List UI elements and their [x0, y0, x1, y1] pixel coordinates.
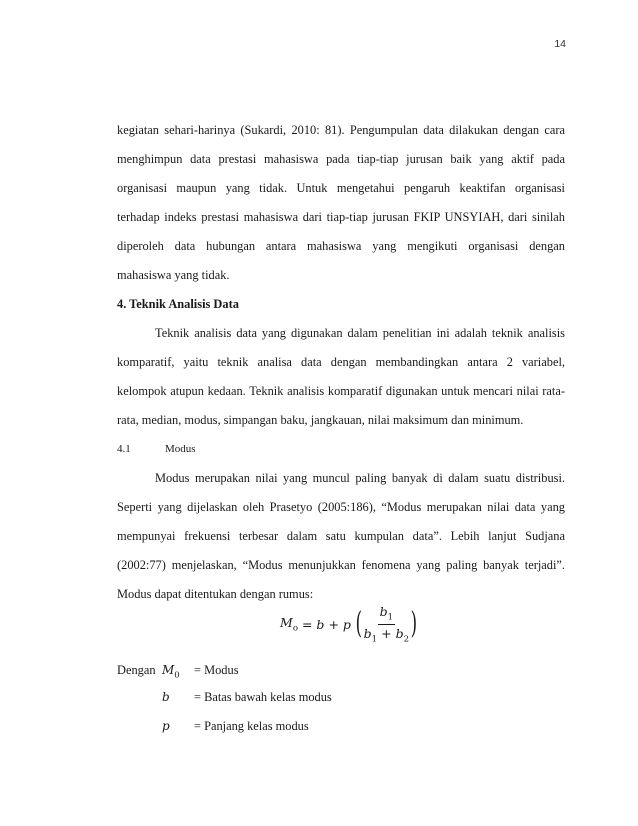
formula-open-paren: ( [355, 606, 363, 641]
section-heading: 4. Teknik Analisis Data [117, 297, 239, 311]
text-line: mahasiswa yang tidak. [117, 268, 230, 282]
text-line: kegiatan sehari-harinya (Sukardi, 2010: 81). Pengumpulan data dilakukan dengan cara [117, 123, 565, 137]
legend-lead: Dengan [117, 663, 156, 677]
formula-fraction [364, 604, 409, 644]
text-line: diperoleh data hubungan antara mahasiswa yang mengikuti organisasi dengan [117, 239, 565, 253]
subsection-heading [117, 435, 196, 464]
formula-close-paren: ) [410, 606, 418, 641]
formula-p: p [342, 616, 351, 632]
legend-symbol: b [162, 690, 170, 704]
legend-description: = Modus [194, 663, 239, 677]
legend-description: = Batas bawah kelas modus [194, 690, 332, 704]
fraction-numerator: $b_1$ [379, 604, 394, 623]
legend-description: = Panjang kelas modus [194, 719, 309, 733]
legend-symbol: $M_0$ [162, 663, 180, 681]
formula-b: b [316, 616, 325, 632]
text-line: kelompok atupun kedaan. Teknik analisis komparatif digunakan untuk mencari nilai rata- [117, 384, 565, 398]
text-line: Modus dapat ditentukan dengan rumus: [117, 587, 314, 601]
text-line: Teknik analisis data yang digunakan dalam penelitian ini adalah teknik analisis [155, 326, 565, 340]
text-line: mempunyai frekuensi terbesar dalam satu kumpulan data”. Lebih lanjut Sudjana [117, 529, 565, 543]
legend-row [117, 687, 367, 707]
formula-lhs: $M_o$ [280, 614, 298, 634]
subsection-title: Modus [165, 443, 196, 455]
page-number: 14 [554, 38, 566, 50]
text-line: menghimpun data prestasi mahasiswa pada tiap-tiap jurusan baik yang aktif pada [117, 152, 565, 166]
legend-row [117, 660, 317, 680]
text-line: organisasi maupun yang tidak. Untuk mengetahui pengaruh keaktifan organisasi [117, 181, 565, 195]
text-line: Modus merupakan nilai yang muncul paling banyak di dalam suatu distribusi. [155, 471, 565, 485]
text-line: (2002:77) menjelaskan, “Modus menunjukkan fenomena yang paling banyak terjadi”. [117, 558, 565, 572]
fraction-denominator: $b_1 + b_2$ [363, 625, 410, 644]
text-line: komparatif, yaitu teknik analisa data dengan membandingkan antara 2 variabel, [117, 355, 565, 369]
legend-row [117, 716, 367, 736]
legend-symbol: p [162, 719, 170, 733]
formula-equals: = [301, 616, 313, 632]
text-line: Seperti yang dijelaskan oleh Prasetyo (2005:186), “Modus merupakan nilai data yang [117, 500, 565, 514]
subsection-number: 4.1 [117, 443, 131, 455]
modus-formula [280, 604, 418, 644]
formula-plus: + [328, 616, 339, 632]
text-line: terhadap indeks prestasi mahasiswa dari tiap-tiap jurusan FKIP UNSYIAH, dari sinilah [117, 210, 565, 224]
text-line: rata, median, modus, simpangan baku, jangkauan, nilai maksimum dan minimum. [117, 413, 524, 427]
